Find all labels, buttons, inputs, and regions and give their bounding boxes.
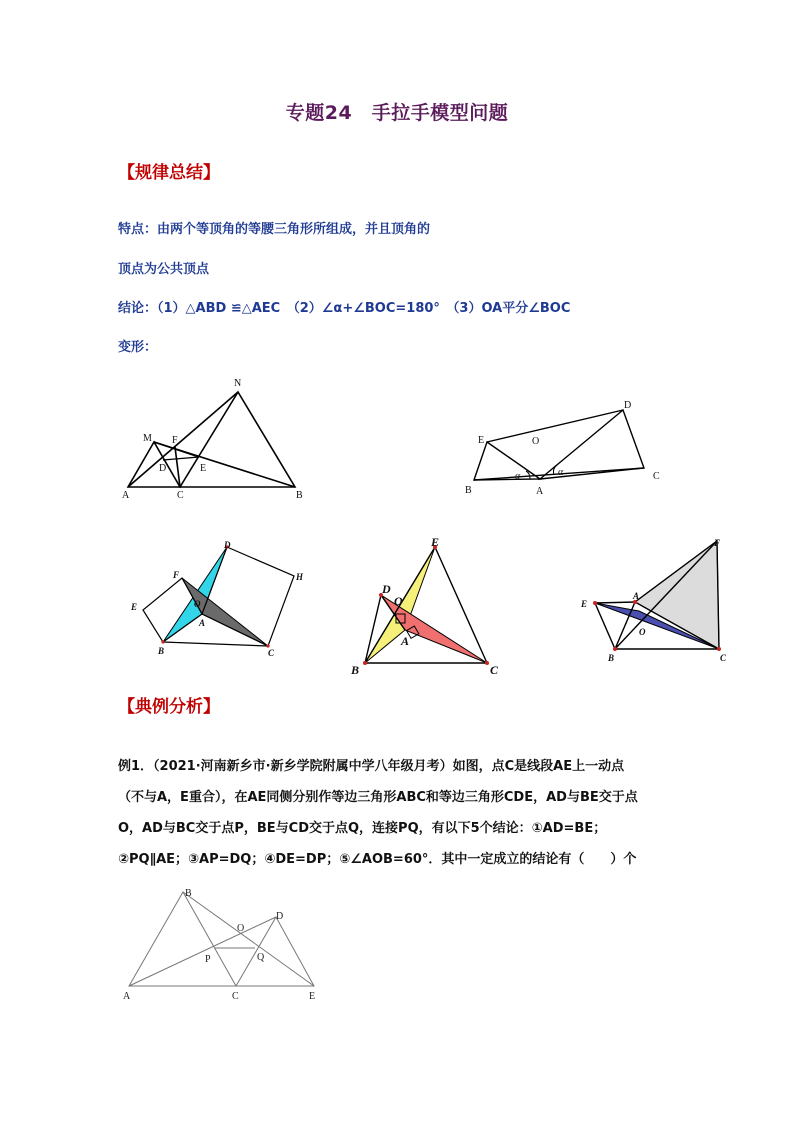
fig3-label-C: C: [268, 648, 275, 658]
fig6-label-D: D: [276, 911, 284, 922]
example1-line-4: ②PQ∥AE；③AP=DQ；④DE=DP；⑤∠AOB=60°．其中一定成立的结论有（ ）个: [118, 852, 637, 867]
example1-line-1: 例1．（2021·河南新乡市·新乡学院附属中学八年级月考）如图，点C是线段AE上一动点: [118, 759, 625, 774]
figure-2: [460, 395, 670, 500]
fig1-label-M: M: [143, 433, 152, 444]
fig6-label-Q: Q: [257, 952, 265, 963]
fig3-label-H: H: [296, 572, 304, 582]
fig3-label-B: B: [158, 646, 165, 656]
fig1-label-B: B: [296, 490, 303, 501]
fig4-label-C: C: [490, 663, 499, 677]
example1-line-3: O，AD与BC交于点P，BE与CD交于点Q，连接PQ，有以下5个结论：①AD=BE；: [118, 821, 607, 836]
fig3-label-D: D: [224, 540, 231, 550]
page-title: 专题24 手拉手模型问题: [285, 102, 509, 124]
fig1-label-A: A: [122, 490, 130, 501]
variant-label: 变形：: [118, 340, 158, 355]
fig3-label-O: O: [194, 599, 201, 609]
fig3-label-F: F: [173, 570, 180, 580]
fig4-label-O: O: [394, 594, 403, 608]
fig1-label-C: C: [177, 490, 184, 501]
conclusion-line: 结论：（1）△ABD ≌△AEC （2）∠α+∠BOC=180° （3）OA平分∠BOC: [118, 301, 571, 316]
figure-6: [115, 880, 340, 1005]
example1-line-2: （不与A，E重合），在AE同侧分别作等边三角形ABC和等边三角形CDE，AD与BE交于点: [118, 790, 638, 805]
fig4-label-A: A: [401, 634, 410, 648]
fig6-label-O: O: [237, 923, 245, 934]
fig5-label-F: F: [714, 538, 721, 548]
fig5-label-C: C: [720, 653, 727, 663]
fig6-label-E: E: [309, 991, 316, 1002]
fig4-label-E: E: [431, 535, 440, 549]
figure-3: [125, 538, 315, 658]
fig5-label-O: O: [639, 627, 646, 637]
fig4-label-B: B: [351, 663, 360, 677]
fig4-label-D: D: [382, 582, 391, 596]
fig2-label-alpha-2: α: [558, 467, 564, 478]
fig1-label-F: F: [172, 435, 178, 446]
fig2-label-C: C: [653, 471, 660, 482]
figure-1: [115, 372, 315, 502]
figure-5: [575, 532, 745, 667]
fig3-label-A: A: [199, 618, 206, 628]
section-summary-heading: 【规律总结】: [118, 163, 220, 183]
fig2-label-A: A: [536, 486, 544, 497]
figure-4: [345, 535, 515, 680]
fig3-label-E: E: [131, 602, 138, 612]
fig6-label-P: P: [205, 954, 211, 965]
feature-line-1: 特点：由两个等顶角的等腰三角形所组成，并且顶角的: [118, 222, 431, 237]
fig2-label-E: E: [478, 435, 485, 446]
fig5-label-B: B: [608, 653, 615, 663]
fig2-label-B: B: [465, 485, 472, 496]
fig1-label-N: N: [234, 378, 242, 389]
feature-line-2: 顶点为公共顶点: [118, 262, 210, 277]
fig2-label-O: O: [532, 436, 540, 447]
fig6-label-B: B: [185, 888, 192, 899]
section-example-heading: 【典例分析】: [118, 697, 220, 717]
fig6-label-A: A: [123, 991, 131, 1002]
fig5-label-E: E: [581, 599, 588, 609]
fig2-label-D: D: [624, 400, 632, 411]
fig2-label-alpha-1: α: [515, 471, 521, 482]
fig5-label-A: A: [633, 591, 640, 601]
fig6-label-C: C: [232, 991, 239, 1002]
fig1-label-E: E: [200, 463, 207, 474]
fig1-label-D: D: [159, 463, 167, 474]
